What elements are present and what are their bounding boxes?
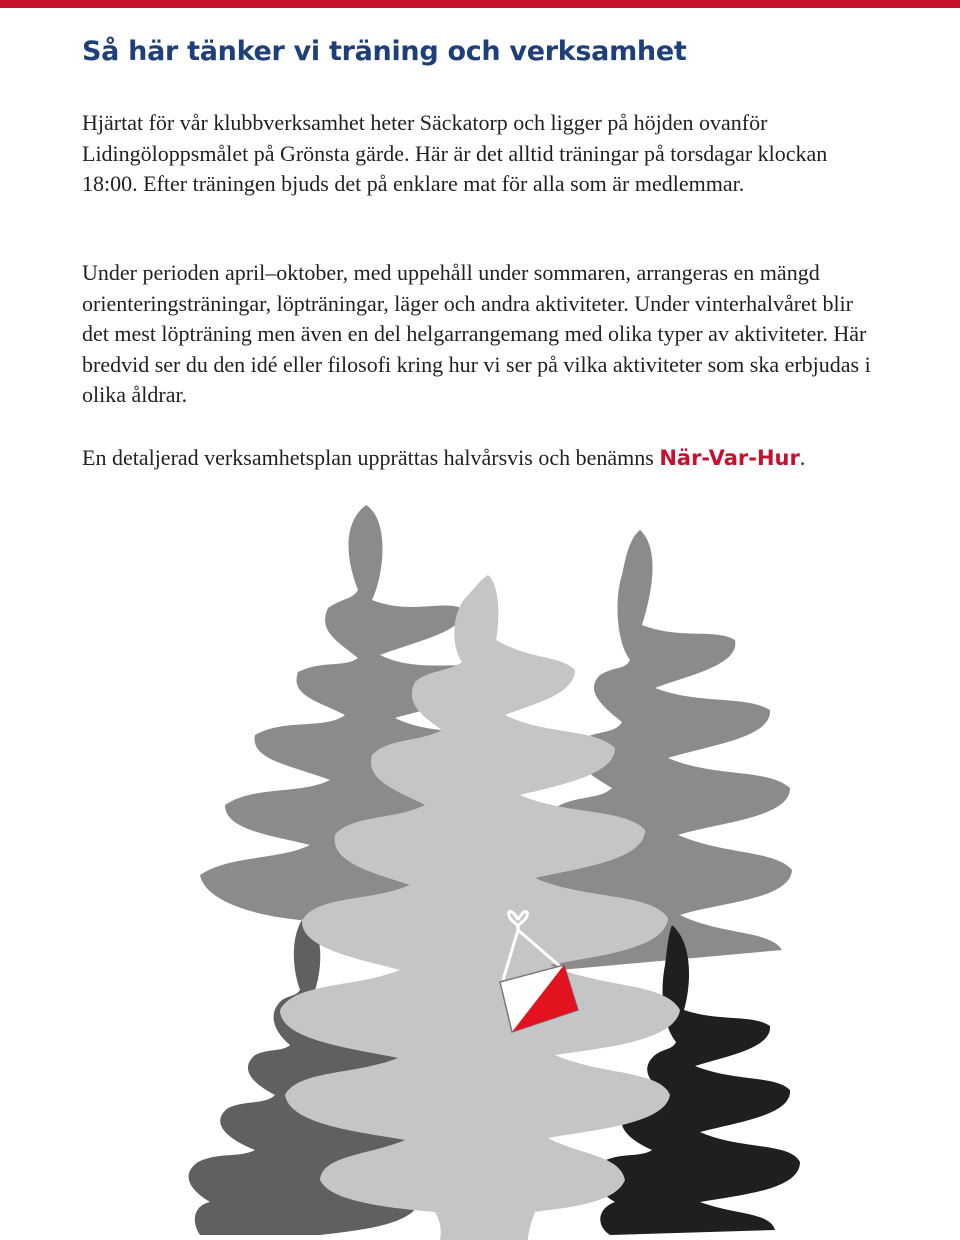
season-paragraph: Under perioden april–oktober, med uppehåll under sommaren, arrangeras en mängd orienteringsträningar, löpträningar, läger och andra aktiviteter. Under vinterhalvåret blir det mest löpträning men även en del helgarrangemang med olika typer av aktiviteter. Här bredvid ser du den idé eller filosofi kring hur vi ser på vilka aktiviteter som ska erbjudas i olika åldrar. (82, 260, 871, 407)
plan-paragraph-end: . (799, 445, 806, 470)
plan-paragraph (82, 443, 882, 474)
page-title: Så här tänker vi träning och verksamhet (82, 36, 687, 67)
plan-name-highlight: När-Var-Hur (659, 446, 800, 470)
intro-paragraph: Hjärtat för vår klubbverksamhet heter Säckatorp och ligger på höjden ovanför Lidingöloppsmålet på Grönsta gärde. Här är det alltid träningar på torsdagar klockan 18:00. Efter träningen bjuds det på enklare mat för alla som är medlemmar. (82, 110, 828, 196)
top-accent-rule (0, 0, 960, 8)
plan-paragraph-text: En detaljerad verksamhetsplan upprättas halvårsvis och benämns (82, 445, 660, 470)
forest-illustration (0, 490, 960, 1240)
